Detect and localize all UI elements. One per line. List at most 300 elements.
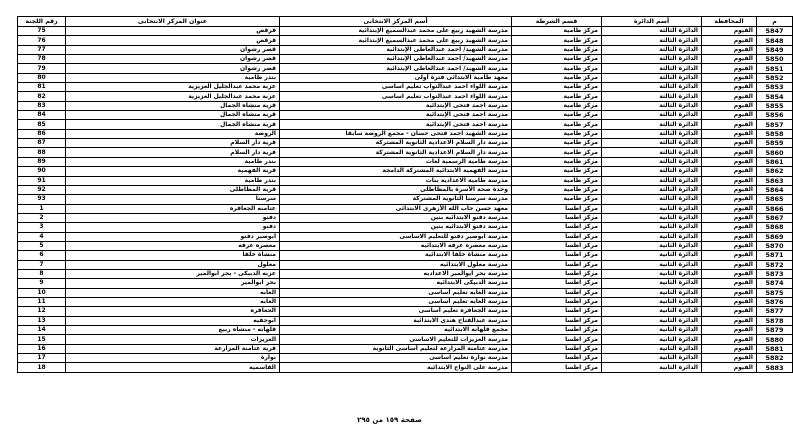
cell-center-name: مدرسة الشهيد ربيع على محمد عبدالسميع الإبتدائية (280, 36, 512, 45)
cell-committee-number: 2 (18, 213, 66, 222)
cell-district: الدائرة الثانية (602, 354, 702, 363)
cell-governorate: الفيوم (702, 195, 757, 204)
cell-serial: 5855 (757, 101, 793, 110)
cell-serial: 5877 (757, 307, 793, 316)
cell-serial: 5861 (757, 157, 793, 166)
cell-center-address: معلول (66, 260, 280, 269)
cell-center-address: عزبه الدبيكى - بحر ابوالمير (66, 269, 280, 278)
table-row (18, 223, 793, 232)
cell-governorate: الفيوم (702, 241, 757, 250)
cell-serial: 5857 (757, 120, 793, 129)
cell-center-address: الجعافره (66, 307, 280, 316)
table-row (18, 129, 793, 138)
cell-serial: 5851 (757, 64, 793, 73)
cell-center-name: مدرسة الشهيد/ احمد عبدالعاطى الإبتدائية (280, 55, 512, 64)
cell-police-section: مركز طامية (512, 92, 602, 101)
cell-police-section: مركز طامية (512, 55, 602, 64)
cell-police-section: مركز اطسا (512, 213, 602, 222)
cell-governorate: الفيوم (702, 176, 757, 185)
cell-center-name: وحدة صحة الأسرة بالمظاطلى (280, 185, 512, 194)
cell-governorate: الفيوم (702, 354, 757, 363)
cell-center-name: مدرسة دار السلام الاعدادية الثانوية المشتركة (280, 139, 512, 148)
cell-police-section: مركز اطسا (512, 251, 602, 260)
cell-committee-number: 83 (18, 101, 66, 110)
cell-center-name: مدرسة ابوصير دفنو للتعليم الاساسى (280, 232, 512, 241)
cell-committee-number: 81 (18, 83, 66, 92)
cell-serial: 5865 (757, 195, 793, 204)
cell-district: الدائرة الثالثة (602, 27, 702, 36)
cell-governorate: الفيوم (702, 204, 757, 213)
cell-police-section: مركز طامية (512, 83, 602, 92)
cell-serial: 5863 (757, 176, 793, 185)
table-row (18, 27, 793, 36)
cell-center-name: مدرسة الشهيد احمد فتحى حسان - مجمع الروضة سابقا (280, 129, 512, 138)
header-center-name: أسم المركز الانتخابى (280, 17, 512, 27)
cell-governorate: الفيوم (702, 260, 757, 269)
table-row (18, 36, 793, 45)
cell-center-address: عزبة محمد عبدالجليل العزيزية (66, 83, 280, 92)
cell-district: الدائرة الثالثة (602, 83, 702, 92)
cell-police-section: مركز اطسا (512, 232, 602, 241)
cell-center-name: مدرسة الغابه تعليم أساسى (280, 288, 512, 297)
cell-governorate: الفيوم (702, 316, 757, 325)
table-row (18, 204, 793, 213)
cell-governorate: الفيوم (702, 307, 757, 316)
cell-governorate: الفيوم (702, 55, 757, 64)
cell-governorate: الفيوم (702, 269, 757, 278)
cell-committee-number: 1 (18, 204, 66, 213)
cell-district: الدائرة الثانية (602, 260, 702, 269)
cell-center-name: مدرسة دفنو الابتدائيه بنين (280, 223, 512, 232)
cell-police-section: مركز اطسا (512, 297, 602, 306)
cell-committee-number: 85 (18, 120, 66, 129)
cell-police-section: مركز طامية (512, 157, 602, 166)
cell-police-section: مركز طامية (512, 101, 602, 110)
cell-center-name: مدرسة اللواء احمد عبدالتواب تعليم اساسى (280, 92, 512, 101)
cell-center-address: دفنو (66, 223, 280, 232)
cell-center-address: بندر طامية (66, 73, 280, 82)
cell-center-address: قصر رشوان (66, 45, 280, 54)
table-row (18, 185, 793, 194)
table-row (18, 111, 793, 120)
cell-district: الدائرة الثالثة (602, 92, 702, 101)
cell-governorate: الفيوم (702, 92, 757, 101)
cell-serial: 5883 (757, 363, 793, 372)
cell-center-address: قرية الفهمية (66, 167, 280, 176)
table-row (18, 344, 793, 353)
cell-center-name: مدرسة منشاة خلفا الابتدائية (280, 251, 512, 260)
cell-governorate: الفيوم (702, 185, 757, 194)
cell-governorate: الفيوم (702, 27, 757, 36)
cell-center-address: العزيزات (66, 335, 280, 344)
cell-center-name: مدرسة اللواء احمد عبدالتواب تعليم اساسى (280, 83, 512, 92)
cell-governorate: الفيوم (702, 129, 757, 138)
cell-center-name: مدرسة عتامنة المزارعة لتعليم أساسى الثانوية (280, 344, 512, 353)
cell-center-name: مدرسة احمد فتحى الإبتدائية (280, 120, 512, 129)
cell-center-address: قصر رشوان (66, 64, 280, 73)
table-row (18, 232, 793, 241)
table-row (18, 157, 793, 166)
header-police-section: قسم الشرطة (512, 17, 602, 27)
cell-center-address: قرقص (66, 36, 280, 45)
header-center-address: عنوان المركز الانتخابى (66, 17, 280, 27)
cell-governorate: الفيوم (702, 297, 757, 306)
cell-center-name: مدرسة الغابه تعليم أساسى (280, 297, 512, 306)
table-row (18, 73, 793, 82)
cell-police-section: مركز طامية (512, 139, 602, 148)
table-row (18, 241, 793, 250)
cell-center-name: مدرسة العزيزات للتعليم الاساسى (280, 335, 512, 344)
cell-center-name: مدرسة دفنو الابتدائيه بنين (280, 213, 512, 222)
cell-police-section: مركز اطسا (512, 354, 602, 363)
cell-center-address: بندر طامية (66, 176, 280, 185)
cell-police-section: مركز طامية (512, 195, 602, 204)
polling-centers-table-container (17, 16, 784, 373)
cell-committee-number: 8 (18, 269, 66, 278)
cell-committee-number: 87 (18, 139, 66, 148)
cell-district: الدائرة الثالثة (602, 111, 702, 120)
cell-district: الدائرة الثالثة (602, 55, 702, 64)
cell-committee-number: 89 (18, 157, 66, 166)
cell-center-address: قرية منشاه الجمال (66, 120, 280, 129)
cell-district: الدائرة الثانية (602, 326, 702, 335)
cell-committee-number: 9 (18, 279, 66, 288)
cell-center-address: الغابه (66, 288, 280, 297)
cell-district: الدائرة الثالثة (602, 120, 702, 129)
table-row (18, 251, 793, 260)
cell-center-address: قصر رشوان (66, 55, 280, 64)
polling-centers-table (17, 16, 793, 373)
cell-committee-number: 84 (18, 111, 66, 120)
table-row (18, 176, 793, 185)
cell-district: الدائرة الثانية (602, 344, 702, 353)
cell-governorate: الفيوم (702, 73, 757, 82)
cell-serial: 5854 (757, 92, 793, 101)
cell-committee-number: 11 (18, 297, 66, 306)
cell-center-address: الغابه (66, 297, 280, 306)
cell-police-section: مركز طامية (512, 36, 602, 45)
table-row (18, 316, 793, 325)
cell-police-section: مركز طامية (512, 167, 602, 176)
cell-serial: 5864 (757, 185, 793, 194)
cell-center-name: مدرسة الشهيد/ احمد عبدالعاطى الإبتدائية (280, 64, 512, 73)
cell-governorate: الفيوم (702, 111, 757, 120)
cell-center-address: ابوجفيه (66, 316, 280, 325)
cell-center-name: مدرسة عبدالفتاح هندى الابتدائية (280, 316, 512, 325)
cell-center-name: مدرسة بحر ابوالمير الاعداديه (280, 269, 512, 278)
cell-police-section: مركز اطسا (512, 335, 602, 344)
cell-district: الدائرة الثالثة (602, 195, 702, 204)
table-row (18, 167, 793, 176)
cell-committee-number: 78 (18, 55, 66, 64)
cell-serial: 5868 (757, 223, 793, 232)
cell-police-section: مركز طامية (512, 27, 602, 36)
header-committee-number: رقم اللجنة (18, 17, 66, 27)
cell-committee-number: 3 (18, 223, 66, 232)
table-row (18, 148, 793, 157)
cell-district: الدائرة الثانية (602, 297, 702, 306)
table-row (18, 101, 793, 110)
cell-committee-number: 82 (18, 92, 66, 101)
cell-committee-number: 15 (18, 335, 66, 344)
table-row (18, 279, 793, 288)
cell-district: الدائرة الثالثة (602, 139, 702, 148)
table-row (18, 55, 793, 64)
cell-committee-number: 93 (18, 195, 66, 204)
cell-serial: 5881 (757, 344, 793, 353)
cell-district: الدائرة الثانية (602, 316, 702, 325)
cell-district: الدائرة الثالثة (602, 73, 702, 82)
cell-serial: 5870 (757, 241, 793, 250)
cell-police-section: مركز اطسا (512, 223, 602, 232)
table-row (18, 307, 793, 316)
cell-center-address: بندر طامية (66, 157, 280, 166)
cell-serial: 5880 (757, 335, 793, 344)
cell-police-section: مركز اطسا (512, 204, 602, 213)
cell-committee-number: 4 (18, 232, 66, 241)
cell-police-section: مركز اطسا (512, 260, 602, 269)
cell-serial: 5866 (757, 204, 793, 213)
cell-district: الدائرة الثانية (602, 241, 702, 250)
cell-district: الدائرة الثالثة (602, 148, 702, 157)
cell-governorate: الفيوم (702, 335, 757, 344)
table-row (18, 139, 793, 148)
cell-governorate: الفيوم (702, 279, 757, 288)
cell-district: الدائرة الثالثة (602, 36, 702, 45)
cell-center-name: مدرسة الدبيكى الابتدائيه (280, 279, 512, 288)
cell-center-name: مدرسة دار السلام الاعدادية الثانوية المشتركة (280, 148, 512, 157)
cell-police-section: مركز طامية (512, 45, 602, 54)
cell-serial: 5853 (757, 83, 793, 92)
cell-committee-number: 18 (18, 363, 66, 372)
cell-committee-number: 79 (18, 64, 66, 73)
cell-committee-number: 5 (18, 241, 66, 250)
cell-center-address: بحر ابوالمير (66, 279, 280, 288)
cell-center-name: مدرسة الشهيد ربيع على محمد عبدالسميع الإبتدائية (280, 27, 512, 36)
cell-committee-number: 88 (18, 148, 66, 157)
cell-governorate: الفيوم (702, 157, 757, 166)
cell-committee-number: 80 (18, 73, 66, 82)
cell-police-section: مركز طامية (512, 73, 602, 82)
cell-center-name: مدرسة طامية الرسمية لغات (280, 157, 512, 166)
cell-center-address: عتامنه الجعافره (66, 204, 280, 213)
cell-center-name: مدرسة على النواج الابتدائية (280, 363, 512, 372)
cell-governorate: الفيوم (702, 213, 757, 222)
cell-center-name: مدرسة سرسنا الثانوية المشتركة (280, 195, 512, 204)
cell-district: الدائرة الثانية (602, 223, 702, 232)
cell-district: الدائرة الثالثة (602, 64, 702, 73)
table-row (18, 326, 793, 335)
table-row (18, 45, 793, 54)
cell-district: الدائرة الثالثة (602, 129, 702, 138)
cell-police-section: مركز طامية (512, 176, 602, 185)
cell-district: الدائرة الثالثة (602, 101, 702, 110)
cell-police-section: مركز طامية (512, 185, 602, 194)
cell-governorate: الفيوم (702, 167, 757, 176)
cell-police-section: مركز اطسا (512, 269, 602, 278)
cell-center-address: ابوصير دفنو (66, 232, 280, 241)
cell-district: الدائرة الثالثة (602, 157, 702, 166)
cell-center-address: قلهانه - منشاه ربيع (66, 326, 280, 335)
cell-center-name: مدرسة الفهمية الابتدائية المشتركة الدامجة (280, 167, 512, 176)
cell-center-name: مدرسة احمد فتحى الإبتدائية (280, 101, 512, 110)
cell-district: الدائرة الثانية (602, 251, 702, 260)
cell-center-address: معصره عرفه (66, 241, 280, 250)
cell-center-address: قرقص (66, 27, 280, 36)
cell-district: الدائرة الثانية (602, 204, 702, 213)
cell-center-address: قرية دار السلام (66, 148, 280, 157)
cell-center-address: سرسنا (66, 195, 280, 204)
cell-serial: 5879 (757, 326, 793, 335)
cell-center-address: دفنو (66, 213, 280, 222)
cell-serial: 5869 (757, 232, 793, 241)
cell-serial: 5859 (757, 139, 793, 148)
cell-serial: 5856 (757, 111, 793, 120)
cell-committee-number: 17 (18, 354, 66, 363)
cell-committee-number: 6 (18, 251, 66, 260)
table-row (18, 92, 793, 101)
table-header-row (18, 17, 793, 27)
cell-serial: 5858 (757, 129, 793, 138)
cell-committee-number: 12 (18, 307, 66, 316)
cell-serial: 5875 (757, 288, 793, 297)
cell-governorate: الفيوم (702, 64, 757, 73)
cell-center-address: قرية دار السلام (66, 139, 280, 148)
cell-governorate: الفيوم (702, 288, 757, 297)
cell-serial: 5873 (757, 269, 793, 278)
cell-serial: 5878 (757, 316, 793, 325)
cell-district: الدائرة الثانية (602, 279, 702, 288)
cell-committee-number: 16 (18, 344, 66, 353)
cell-district: الدائرة الثالثة (602, 176, 702, 185)
cell-police-section: مركز اطسا (512, 344, 602, 353)
cell-governorate: الفيوم (702, 83, 757, 92)
cell-center-name: مدرسة طامية الاعدادية بنات (280, 176, 512, 185)
cell-governorate: الفيوم (702, 148, 757, 157)
cell-serial: 5860 (757, 148, 793, 157)
cell-district: الدائرة الثالثة (602, 45, 702, 54)
cell-police-section: مركز اطسا (512, 241, 602, 250)
cell-police-section: مركز طامية (512, 64, 602, 73)
cell-center-address: قرية المظاطلى (66, 185, 280, 194)
table-row (18, 354, 793, 363)
cell-center-name: مدرسة نوارة تعليم اساسى (280, 354, 512, 363)
cell-serial: 5871 (757, 251, 793, 260)
table-body (18, 27, 793, 373)
cell-center-address: قرية منشاه الجمال (66, 101, 280, 110)
table-row (18, 269, 793, 278)
cell-police-section: مركز اطسا (512, 279, 602, 288)
cell-committee-number: 13 (18, 316, 66, 325)
cell-center-name: مدرسة احمد فتحى الإبتدائية (280, 111, 512, 120)
cell-governorate: الفيوم (702, 36, 757, 45)
cell-center-name: مدرسة الجعافره تعليم أساسى (280, 307, 512, 316)
cell-district: الدائرة الثانية (602, 269, 702, 278)
cell-governorate: الفيوم (702, 101, 757, 110)
cell-district: الدائرة الثانية (602, 307, 702, 316)
cell-serial: 5849 (757, 45, 793, 54)
cell-police-section: مركز اطسا (512, 363, 602, 372)
cell-police-section: مركز اطسا (512, 316, 602, 325)
table-row (18, 288, 793, 297)
cell-governorate: الفيوم (702, 232, 757, 241)
table-row (18, 297, 793, 306)
page-number-footer: صفحة ١٥٩ من ٢٩٥ (357, 416, 422, 424)
cell-governorate: الفيوم (702, 45, 757, 54)
cell-governorate: الفيوم (702, 139, 757, 148)
cell-center-address: القاسميه (66, 363, 280, 372)
cell-center-address: قرية منشاه الجمال (66, 111, 280, 120)
header-governorate: المحافظة (702, 17, 757, 27)
table-row (18, 213, 793, 222)
cell-police-section: مركز اطسا (512, 326, 602, 335)
cell-center-name: مدرسه معصره عرفه الابتدائيه (280, 241, 512, 250)
table-row (18, 64, 793, 73)
cell-serial: 5867 (757, 213, 793, 222)
table-row (18, 195, 793, 204)
cell-serial: 5882 (757, 354, 793, 363)
cell-district: الدائرة الثالثة (602, 167, 702, 176)
table-row (18, 83, 793, 92)
cell-district: الدائرة الثانية (602, 363, 702, 372)
cell-district: الدائرة الثانية (602, 335, 702, 344)
cell-district: الدائرة الثانية (602, 288, 702, 297)
cell-serial: 5850 (757, 55, 793, 64)
cell-governorate: الفيوم (702, 251, 757, 260)
cell-police-section: مركز اطسا (512, 307, 602, 316)
cell-center-name: مدرسة معلول الابتدائيه (280, 260, 512, 269)
cell-district: الدائرة الثانية (602, 232, 702, 241)
cell-police-section: مركز طامية (512, 148, 602, 157)
cell-serial: 5862 (757, 167, 793, 176)
cell-serial: 5872 (757, 260, 793, 269)
cell-center-name: معهد طامية الابتدائى فترة أولى (280, 73, 512, 82)
cell-district: الدائرة الثالثة (602, 185, 702, 194)
cell-governorate: الفيوم (702, 223, 757, 232)
cell-center-name: مجمع قلهانه الابتدائيه (280, 326, 512, 335)
cell-committee-number: 76 (18, 36, 66, 45)
table-row (18, 335, 793, 344)
cell-committee-number: 75 (18, 27, 66, 36)
cell-committee-number: 77 (18, 45, 66, 54)
cell-police-section: مركز طامية (512, 111, 602, 120)
cell-committee-number: 7 (18, 260, 66, 269)
table-row (18, 120, 793, 129)
cell-center-address: عزبة محمد عبدالجليل العزيزية (66, 92, 280, 101)
cell-police-section: مركز طامية (512, 120, 602, 129)
cell-governorate: الفيوم (702, 344, 757, 353)
cell-center-name: مدرسة الشهيد/ احمد عبدالعاطى الإبتدائية (280, 45, 512, 54)
cell-center-name: معهد حسن جاب الله الأزهرى الابتدائى (280, 204, 512, 213)
cell-governorate: الفيوم (702, 363, 757, 372)
cell-district: الدائرة الثانية (602, 213, 702, 222)
header-district: أسم الدائرة (602, 17, 702, 27)
cell-committee-number: 90 (18, 167, 66, 176)
cell-serial: 5847 (757, 27, 793, 36)
cell-center-address: نوارة (66, 354, 280, 363)
header-serial: م (757, 17, 793, 27)
table-row (18, 260, 793, 269)
cell-serial: 5852 (757, 73, 793, 82)
table-row (18, 363, 793, 372)
cell-committee-number: 92 (18, 185, 66, 194)
cell-police-section: مركز طامية (512, 129, 602, 138)
cell-committee-number: 91 (18, 176, 66, 185)
cell-serial: 5874 (757, 279, 793, 288)
cell-governorate: الفيوم (702, 120, 757, 129)
cell-serial: 5848 (757, 36, 793, 45)
cell-committee-number: 10 (18, 288, 66, 297)
